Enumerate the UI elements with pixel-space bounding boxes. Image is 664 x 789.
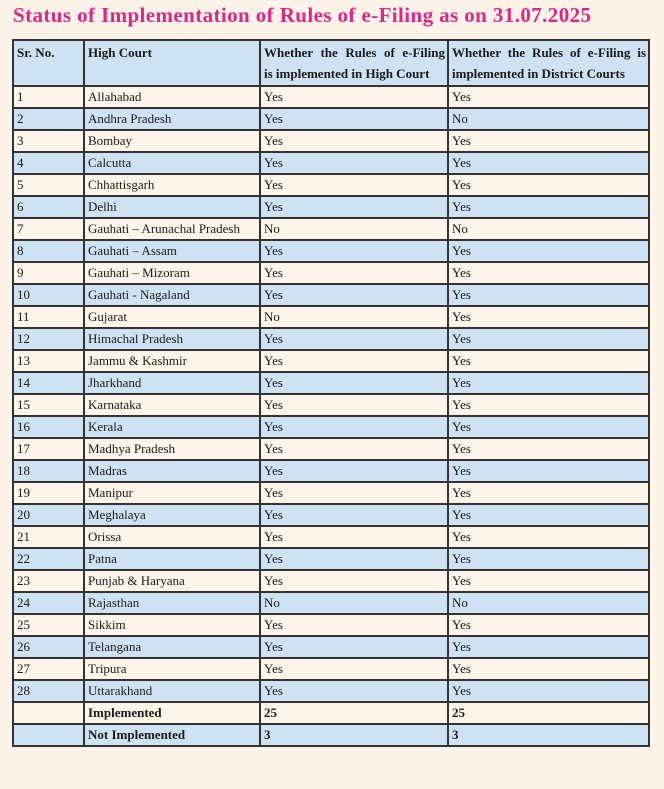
column-header-3 (260, 40, 448, 86)
implemented-district-courts-cell: Yes (448, 614, 649, 636)
implemented-district-courts-cell: Yes (448, 504, 649, 526)
table-row (13, 108, 649, 130)
sr-no-cell: 24 (13, 592, 84, 614)
implemented-high-court-cell: Yes (260, 350, 448, 372)
high-court-cell: Sikkim (84, 614, 260, 636)
high-court-cell: Kerala (84, 416, 260, 438)
implemented-high-court-cell: Yes (260, 548, 448, 570)
implemented-district-courts-cell: Yes (448, 262, 649, 284)
implemented-high-court-cell: Yes (260, 372, 448, 394)
implemented-district-courts-cell: Yes (448, 416, 649, 438)
high-court-cell: Madras (84, 460, 260, 482)
high-court-cell: Gauhati – Assam (84, 240, 260, 262)
table-header (13, 40, 649, 86)
implemented-district-courts-cell: No (448, 218, 649, 240)
sr-no-cell: 5 (13, 174, 84, 196)
high-court-cell: Punjab & Haryana (84, 570, 260, 592)
table-row (13, 504, 649, 526)
high-court-cell: Jharkhand (84, 372, 260, 394)
high-court-cell: Madhya Pradesh (84, 438, 260, 460)
column-header-line: Whether the Rules of e-Filing is (452, 45, 646, 60)
table-row (13, 174, 649, 196)
table-row (13, 284, 649, 306)
high-court-cell: Rajasthan (84, 592, 260, 614)
sr-no-cell: 25 (13, 614, 84, 636)
table-row (13, 394, 649, 416)
implemented-high-court-cell: Yes (260, 394, 448, 416)
table-row (13, 328, 649, 350)
header-row (13, 40, 649, 86)
implemented-high-court-cell: Yes (260, 680, 448, 702)
summary-label-cell: Implemented (84, 702, 260, 724)
implemented-high-court-cell: No (260, 592, 448, 614)
table-row (13, 372, 649, 394)
high-court-cell: Jammu & Kashmir (84, 350, 260, 372)
district-courts-count-cell: 25 (448, 702, 649, 724)
implemented-high-court-cell: Yes (260, 262, 448, 284)
high-court-cell: Gujarat (84, 306, 260, 328)
sr-no-cell: 8 (13, 240, 84, 262)
table-row (13, 482, 649, 504)
high-court-cell: Andhra Pradesh (84, 108, 260, 130)
sr-no-cell: 11 (13, 306, 84, 328)
implemented-high-court-cell: Yes (260, 284, 448, 306)
sr-no-cell: 18 (13, 460, 84, 482)
table-row (13, 240, 649, 262)
table-row (13, 592, 649, 614)
implemented-district-courts-cell: Yes (448, 284, 649, 306)
sr-no-cell (13, 702, 84, 724)
implemented-district-courts-cell: Yes (448, 636, 649, 658)
table-row (13, 416, 649, 438)
high-court-cell: Orissa (84, 526, 260, 548)
implemented-district-courts-cell: Yes (448, 306, 649, 328)
table-row (13, 218, 649, 240)
implemented-high-court-cell: Yes (260, 240, 448, 262)
implemented-district-courts-cell: Yes (448, 460, 649, 482)
sr-no-cell: 21 (13, 526, 84, 548)
column-header-line: High Court (88, 45, 152, 60)
implemented-district-courts-cell: Yes (448, 240, 649, 262)
high-court-cell: Gauhati – Mizoram (84, 262, 260, 284)
implemented-high-court-cell: Yes (260, 438, 448, 460)
implemented-district-courts-cell: Yes (448, 196, 649, 218)
sr-no-cell: 22 (13, 548, 84, 570)
table-row (13, 130, 649, 152)
column-header-2 (84, 40, 260, 86)
table-row (13, 196, 649, 218)
sr-no-cell: 9 (13, 262, 84, 284)
table-row (13, 460, 649, 482)
sr-no-cell: 23 (13, 570, 84, 592)
table-row (13, 86, 649, 108)
efiling-status-table (12, 39, 650, 747)
high-court-cell: Gauhati – Arunachal Pradesh (84, 218, 260, 240)
implemented-high-court-cell: Yes (260, 86, 448, 108)
implemented-high-court-cell: Yes (260, 152, 448, 174)
implemented-high-court-cell: Yes (260, 108, 448, 130)
table-row (13, 262, 649, 284)
sr-no-cell: 28 (13, 680, 84, 702)
sr-no-cell: 6 (13, 196, 84, 218)
implemented-high-court-cell: Yes (260, 526, 448, 548)
high-court-count-cell: 25 (260, 702, 448, 724)
high-court-cell: Allahabad (84, 86, 260, 108)
sr-no-cell: 7 (13, 218, 84, 240)
implemented-district-courts-cell: Yes (448, 372, 649, 394)
high-court-cell: Tripura (84, 658, 260, 680)
sr-no-cell: 4 (13, 152, 84, 174)
sr-no-cell: 15 (13, 394, 84, 416)
implemented-district-courts-cell: Yes (448, 328, 649, 350)
high-court-cell: Meghalaya (84, 504, 260, 526)
high-court-cell: Bombay (84, 130, 260, 152)
column-header-line: Whether the Rules of e-Filing (264, 45, 445, 60)
implemented-district-courts-cell: Yes (448, 130, 649, 152)
table-row (13, 570, 649, 592)
high-court-cell: Chhattisgarh (84, 174, 260, 196)
high-court-cell: Telangana (84, 636, 260, 658)
sr-no-cell: 16 (13, 416, 84, 438)
sr-no-cell: 17 (13, 438, 84, 460)
implemented-high-court-cell: Yes (260, 328, 448, 350)
implemented-district-courts-cell: Yes (448, 394, 649, 416)
table-body (13, 86, 649, 746)
implemented-high-court-cell: Yes (260, 658, 448, 680)
district-courts-count-cell: 3 (448, 724, 649, 746)
page-title: Status of Implementation of Rules of e-Filing as on 31.07.2025 (13, 3, 592, 27)
implemented-high-court-cell: Yes (260, 636, 448, 658)
table-row (13, 680, 649, 702)
table-row (13, 658, 649, 680)
implemented-district-courts-cell: No (448, 108, 649, 130)
implemented-district-courts-cell: Yes (448, 526, 649, 548)
high-court-cell: Karnataka (84, 394, 260, 416)
column-header-line: implemented in District Courts (452, 66, 625, 81)
implemented-district-courts-cell: Yes (448, 438, 649, 460)
implemented-high-court-cell: Yes (260, 460, 448, 482)
high-court-cell: Patna (84, 548, 260, 570)
implemented-district-courts-cell: Yes (448, 482, 649, 504)
sr-no-cell: 2 (13, 108, 84, 130)
implemented-high-court-cell: Yes (260, 570, 448, 592)
implemented-high-court-cell: Yes (260, 614, 448, 636)
sr-no-cell: 19 (13, 482, 84, 504)
implemented-high-court-cell: Yes (260, 504, 448, 526)
table-row (13, 526, 649, 548)
sr-no-cell: 27 (13, 658, 84, 680)
column-header-line: Sr. No. (17, 45, 55, 60)
high-court-cell: Uttarakhand (84, 680, 260, 702)
table-row (13, 438, 649, 460)
high-court-cell: Gauhati - Nagaland (84, 284, 260, 306)
implemented-district-courts-cell: Yes (448, 174, 649, 196)
table-row (13, 636, 649, 658)
column-header-4 (448, 40, 649, 86)
table-row (13, 152, 649, 174)
sr-no-cell: 1 (13, 86, 84, 108)
implemented-district-courts-cell: Yes (448, 86, 649, 108)
sr-no-cell: 26 (13, 636, 84, 658)
implemented-high-court-cell: Yes (260, 130, 448, 152)
implemented-district-courts-cell: Yes (448, 570, 649, 592)
high-court-cell: Manipur (84, 482, 260, 504)
implemented-high-court-cell: No (260, 306, 448, 328)
sr-no-cell (13, 724, 84, 746)
table-row (13, 614, 649, 636)
high-court-count-cell: 3 (260, 724, 448, 746)
table-row (13, 548, 649, 570)
implemented-district-courts-cell: No (448, 592, 649, 614)
implemented-district-courts-cell: Yes (448, 350, 649, 372)
sr-no-cell: 3 (13, 130, 84, 152)
summary-row (13, 724, 649, 746)
table-row (13, 350, 649, 372)
column-header-1 (13, 40, 84, 86)
sr-no-cell: 12 (13, 328, 84, 350)
implemented-district-courts-cell: Yes (448, 548, 649, 570)
implemented-district-courts-cell: Yes (448, 680, 649, 702)
high-court-cell: Himachal Pradesh (84, 328, 260, 350)
summary-row (13, 702, 649, 724)
sr-no-cell: 20 (13, 504, 84, 526)
sr-no-cell: 13 (13, 350, 84, 372)
high-court-cell: Calcutta (84, 152, 260, 174)
high-court-cell: Delhi (84, 196, 260, 218)
sr-no-cell: 10 (13, 284, 84, 306)
implemented-high-court-cell: Yes (260, 482, 448, 504)
table-row (13, 306, 649, 328)
summary-label-cell: Not Implemented (84, 724, 260, 746)
implemented-high-court-cell: Yes (260, 416, 448, 438)
implemented-district-courts-cell: Yes (448, 658, 649, 680)
sr-no-cell: 14 (13, 372, 84, 394)
implemented-high-court-cell: No (260, 218, 448, 240)
implemented-district-courts-cell: Yes (448, 152, 649, 174)
column-header-line: is implemented in High Court (264, 66, 430, 81)
implemented-high-court-cell: Yes (260, 174, 448, 196)
implemented-high-court-cell: Yes (260, 196, 448, 218)
